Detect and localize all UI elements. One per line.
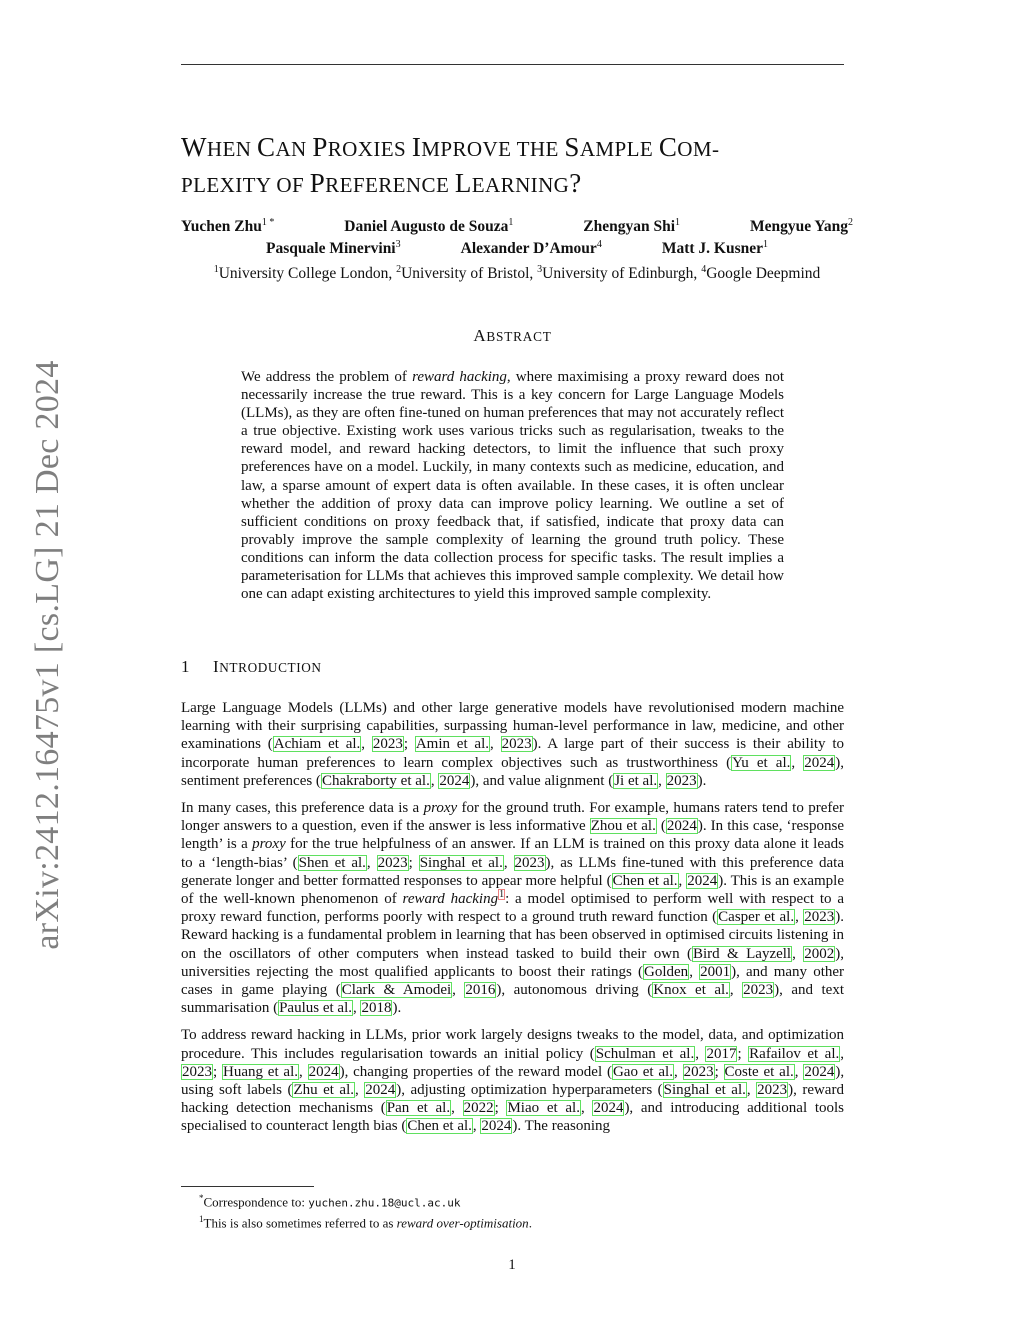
- citation-link[interactable]: Clark & Amodei: [341, 982, 452, 999]
- citation-link[interactable]: Chen et al.: [612, 872, 678, 889]
- citation-link[interactable]: 2024: [666, 818, 697, 835]
- citation-link[interactable]: Rafailov et al.: [749, 1045, 840, 1062]
- citation-link[interactable]: 2023: [501, 736, 532, 753]
- author: Yuchen Zhu$^{1 *}$: [181, 217, 275, 236]
- citation-link[interactable]: Casper et al.: [718, 909, 795, 926]
- citation-link[interactable]: Miao et al.: [507, 1100, 580, 1117]
- citation-link[interactable]: 2023: [743, 982, 774, 999]
- citation-link[interactable]: 2017: [706, 1045, 737, 1062]
- citation-link[interactable]: Achiam et al.: [273, 736, 361, 753]
- citation-link[interactable]: Zhu et al.: [293, 1082, 354, 1099]
- author-row-2: [181, 234, 853, 256]
- citation-link[interactable]: 2002: [804, 945, 835, 962]
- citation-link[interactable]: Chen et al.: [407, 1118, 472, 1135]
- paragraph-2: In many cases, this preference data is a proxy for the ground truth. For example, humans raters tend to prefer longer answers to a question, even if the answer is less informative Zhou et al. (2024). In this case, ‘response length’ is a proxy for the true helpfulness of an answer. If an LLM is trained on this proxy data alone it leads to a ‘length-bias’ (Shen et al., 2023; Singhal et al., 2023), as LLMs fine-tuned with this preference data generate longer and better formatted responses to appear more helpful (Chen et al., 2024). This is an example of the well-known phenomenon of reward hacking$^1$: a model optimised to perform well with respect to a proxy reward function, performs poorly with respect to a ground truth reward function (Casper et al., 2023). Reward hacking is a fundamental problem in learning that has been observed in optimised circuits listening in on the oscillators of other computers when instead tasked to build their own (Bird & Layzell, 2002), universities rejecting the most qualified applicants to boost their ratings (Golden, 2001), and many other cases in game playing (Clark & Amodei, 2016), autonomous driving (Knox et al., 2023), and text summarisation (Paulus et al., 2018).: [181, 800, 845, 1017]
- citation-link[interactable]: 2023: [514, 854, 545, 871]
- title-line-1: WHEN CAN PROXIES IMPROVE THE SAMPLE COM-: [181, 132, 720, 162]
- citation-link[interactable]: 2024: [804, 754, 835, 771]
- author: Pasquale Minervini$^3$: [266, 239, 401, 258]
- title-line-2: PLEXITY OF PREFERENCE LEARNING?: [181, 168, 582, 198]
- footnote-reference[interactable]: 1: [499, 889, 505, 901]
- citation-link[interactable]: Gao et al.: [612, 1063, 673, 1080]
- citation-link[interactable]: Coste et al.: [724, 1063, 794, 1080]
- citation-link[interactable]: 2023: [666, 772, 697, 789]
- citation-link[interactable]: 2024: [804, 1063, 835, 1080]
- citation-link[interactable]: Schulman et al.: [595, 1045, 695, 1062]
- citation-link[interactable]: Shen et al.: [298, 854, 366, 871]
- footnote-correspondence: *Correspondence to: yuchen.zhu.18@ucl.ac.uk: [199, 1193, 461, 1210]
- introduction-body: [181, 699, 844, 1145]
- section-heading-introduction: 1 INTRODUCTION: [181, 657, 322, 676]
- citation-link[interactable]: 2024: [365, 1082, 396, 1099]
- citation-link[interactable]: 2024: [439, 772, 470, 789]
- citation-link[interactable]: Amin et al.: [415, 736, 490, 753]
- citation-link[interactable]: 2024: [687, 872, 718, 889]
- author: Zhengyan Shi$^1$: [583, 217, 681, 236]
- abstract-heading: ABSTRACT: [473, 326, 552, 345]
- citation-link[interactable]: 2023: [757, 1082, 788, 1099]
- footnote-1: $^1$This is also sometimes referred to as reward over-optimisation.: [199, 1214, 532, 1231]
- citation-link[interactable]: Ji et al.: [614, 772, 658, 789]
- footnotes: [181, 1190, 844, 1232]
- author: Daniel Augusto de Souza$^1$: [344, 217, 514, 236]
- author-block: [181, 212, 853, 282]
- citation-link[interactable]: 2023: [372, 736, 403, 753]
- paragraph-3: To address reward hacking in LLMs, prior work largely designs tweaks to the model, data, and optimization procedure. This includes regularisation towards an initial policy (Schulman et al., 2017; Rafailov et al., 2023; Huang et al., 2024), changing properties of the reward model (Gao et al., 2023; Coste et al., 2024), using soft labels (Zhu et al., 2024), adjusting optimization hyperparameters (Singhal et al., 2023), reward hacking detection mechanisms (Pan et al., 2022; Miao et al., 2024), and introducing additional tools specialised to counteract length bias (Chen et al., 2024). The reasoning: [181, 1027, 845, 1135]
- author: Matt J. Kusner$^1$: [661, 239, 768, 258]
- email-address[interactable]: yuchen.zhu.18@ucl.ac.uk: [308, 1196, 461, 1210]
- author: Mengyue Yang$^2$: [749, 217, 853, 236]
- citation-link[interactable]: Huang et al.: [222, 1063, 299, 1080]
- citation-link[interactable]: 2023: [182, 1063, 212, 1080]
- citation-link[interactable]: Zhou et al.: [590, 818, 656, 835]
- citation-link[interactable]: Pan et al.: [386, 1100, 451, 1117]
- citation-link[interactable]: 2023: [804, 909, 835, 926]
- citation-link[interactable]: 2018: [361, 1000, 392, 1017]
- author: Alexander D’Amour$^4$: [460, 239, 602, 258]
- arxiv-identifier: arXiv:2412.16475v1 [cs.LG] 21 Dec 2024: [29, 360, 66, 950]
- citation-link[interactable]: Singhal et al.: [419, 854, 503, 871]
- author-row-1: [181, 212, 853, 234]
- page-number: 1: [508, 1257, 516, 1273]
- citation-link[interactable]: 2023: [683, 1063, 714, 1080]
- paragraph-1: Large Language Models (LLMs) and other large generative models have revolutionised modern machine learning with their surprising capabilities, surpassing human-level performance in law, medicine, and other examinations (Achiam et al., 2023; Amin et al., 2023). A large part of their success is their ability to incorporate human preferences to learn complex objectives such as trustworthiness (Yu et al., 2024), sentiment preferences (Chakraborty et al., 2024), and value alignment (Ji et al., 2023).: [181, 700, 845, 789]
- citation-link[interactable]: Golden: [644, 963, 689, 980]
- citation-link[interactable]: 2022: [463, 1100, 494, 1117]
- citation-link[interactable]: 2024: [481, 1118, 512, 1135]
- citation-link[interactable]: 2001: [700, 963, 731, 980]
- citation-link[interactable]: 2024: [308, 1063, 339, 1080]
- citation-link[interactable]: Yu et al.: [732, 754, 791, 771]
- abstract-text: We address the problem of reward hacking, where maximising a proxy reward does not necessarily increase the true reward. This is a key concern for Large Language Models (LLMs), as they are often fine-tuned on human preferences that may not accurately reflect a true objective. Existing work uses various tricks such as regularisation, tweaks to the reward model, and reward hacking detectors, to limit the influence that such proxy preferences have on a model. Luckily, in many contexts such as medicine, education, and law, a sparse amount of expert data is often available. In these cases, it is often unclear whether the addition of proxy data can improve policy learning. We outline a set of sufficient conditions on proxy feedback that, if satisfied, indicate that proxy data can provably improve the sample complexity of learning the ground truth policy. These conditions can inform the data collection process for specific tasks. The result implies a parameterisation for LLMs that achieves this improved sample complexity. We detail how one can adapt existing architectures to yield this improved sample complexity.: [241, 369, 784, 603]
- affiliations: $^1$University College London, $^2$University of Bristol, $^3$University of Edinburgh, $^4$Google Deepmind: [213, 264, 821, 283]
- footnote-rule: [181, 1186, 314, 1187]
- citation-link[interactable]: Chakraborty et al.: [321, 772, 430, 789]
- citation-link[interactable]: 2016: [465, 982, 496, 999]
- citation-link[interactable]: 2024: [593, 1100, 624, 1117]
- citation-link[interactable]: Knox et al.: [653, 982, 729, 999]
- citation-link[interactable]: Paulus et al.: [279, 1000, 352, 1017]
- header-rule: [181, 64, 844, 65]
- citation-link[interactable]: Singhal et al.: [663, 1082, 746, 1099]
- citation-link[interactable]: 2023: [377, 854, 408, 871]
- paper-title: [181, 130, 845, 202]
- citation-link[interactable]: Bird & Layzell: [693, 945, 792, 962]
